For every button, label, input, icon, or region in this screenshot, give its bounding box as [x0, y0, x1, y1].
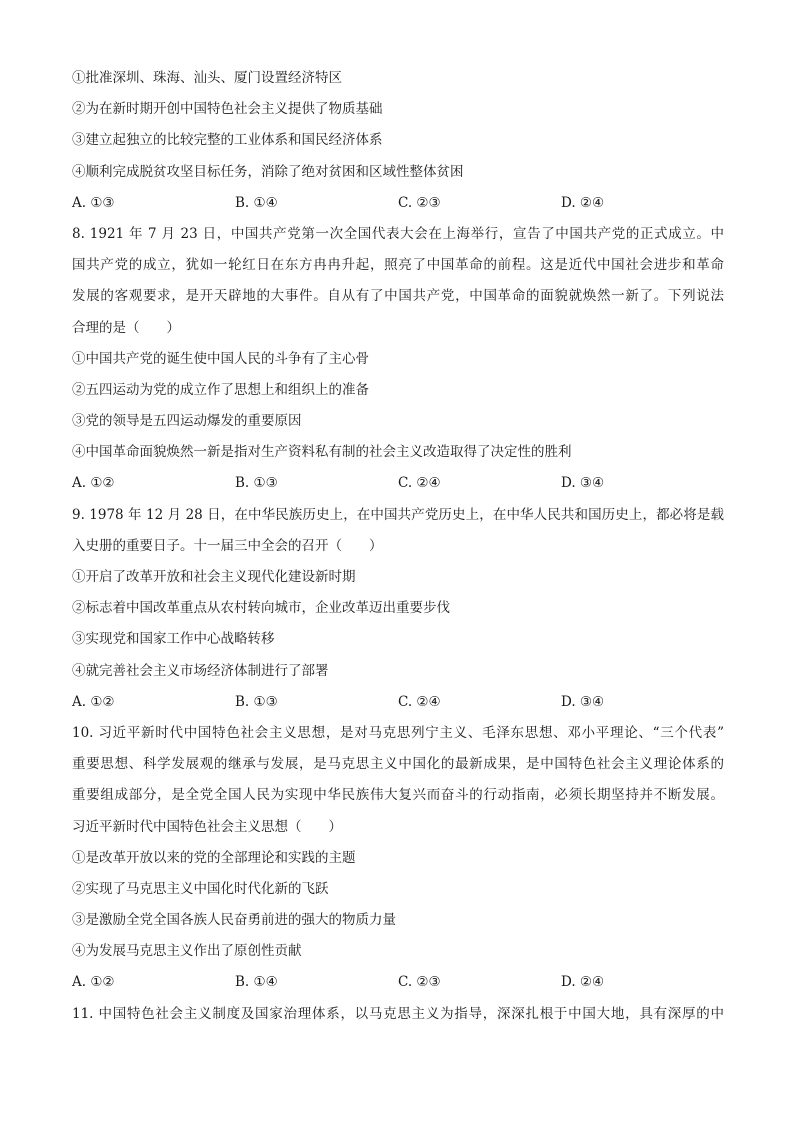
answer-option: A. ①② [72, 475, 115, 492]
answer-option: B. ①④ [235, 194, 278, 211]
answer-options [72, 188, 724, 219]
text-line: ③建立起独立的比较完整的工业体系和国民经济体系 [72, 132, 383, 149]
text-line: 9. 1978 年 12 月 28 日，在中华民族历史上，在中国共产党历史上，在中华人民共和国历史上，都必将是载 [72, 506, 724, 523]
answer-option: B. ①③ [235, 475, 278, 492]
answer-option: C. ②③ [398, 194, 441, 211]
text-line: ③是激励全党全国各族人民奋勇前进的强大的物质力量 [72, 912, 396, 929]
answer-option: A. ①③ [72, 194, 115, 211]
text-line: ④中国革命面貌焕然一新是指对生产资料私有制的社会主义改造取得了决定性的胜利 [72, 444, 572, 461]
answer-option: B. ①④ [235, 974, 278, 991]
answer-option: C. ②④ [398, 693, 441, 710]
answer-option: B. ①③ [235, 693, 278, 710]
answer-options [72, 468, 724, 499]
text-line: ②实现了马克思主义中国化时代化新的飞跃 [72, 880, 329, 897]
text-line: 重要思想、科学发展观的继承与发展，是马克思主义中国化的最新成果，是中国特色社会主义理论体系的 [72, 756, 724, 773]
text-line: ③党的领导是五四运动爆发的重要原因 [72, 413, 302, 430]
text-line: 入史册的重要日子。十一届三中全会的召开（ ） [72, 537, 383, 554]
text-line: 10. 习近平新时代中国特色社会主义思想，是对马克思列宁主义、毛泽东思想、邓小平理论、“三个代表” [72, 724, 724, 741]
answer-option: D. ②④ [561, 194, 605, 211]
text-line: ④为发展马克思主义作出了原创性贡献 [72, 943, 302, 960]
text-line: ①是改革开放以来的党的全部理论和实践的主题 [72, 849, 356, 866]
answer-option: A. ①② [72, 974, 115, 991]
question-content [72, 63, 724, 1030]
answer-option: D. ③④ [561, 693, 605, 710]
text-line: ③实现党和国家工作中心战略转移 [72, 631, 275, 648]
answer-options [72, 687, 724, 718]
text-line: ①开启了改革开放和社会主义现代化建设新时期 [72, 569, 356, 585]
text-line: 11. 中国特色社会主义制度及国家治理体系，以马克思主义为指导，深深扎根于中国大地，具有深厚的中 [72, 1005, 724, 1022]
text-line: 重要组成部分，是全党全国人民为实现中华民族伟大复兴而奋斗的行动指南，必须长期坚持并不断发展。 [72, 787, 724, 804]
text-line: ④就完善社会主义市场经济体制进行了部署 [72, 662, 329, 679]
text-line: 习近平新时代中国特色社会主义思想（ ） [72, 818, 342, 835]
text-line: 发展的客观要求，是开天辟地的大事件。自从有了中国共产党，中国革命的面貌就焕然一新了。下列说法 [72, 288, 724, 305]
text-line: ②为在新时期开创中国特色社会主义提供了物质基础 [72, 101, 383, 118]
answer-option: A. ①② [72, 693, 115, 710]
answer-option: D. ②④ [561, 974, 605, 991]
text-line: ①中国共产党的诞生使中国人民的斗争有了主心骨 [72, 350, 369, 367]
text-line: ①批准深圳、珠海、汕头、厦门设置经济特区 [72, 70, 342, 86]
answer-options [72, 967, 724, 998]
answer-option: C. ②④ [398, 475, 441, 492]
answer-option: D. ③④ [561, 475, 605, 492]
text-line: ②标志着中国改革重点从农村转向城市，企业改革迈出重要步伐 [72, 600, 450, 617]
text-line: 合理的是（ ） [72, 319, 180, 336]
text-line: ②五四运动为党的成立作了思想上和组织上的准备 [72, 381, 369, 398]
text-line: ④顺利完成脱贫攻坚目标任务，消除了绝对贫困和区域性整体贫困 [72, 163, 464, 180]
answer-option: C. ②③ [398, 974, 441, 991]
text-line: 8. 1921 年 7 月 23 日，中国共产党第一次全国代表大会在上海举行，宣告了中国共产党的正式成立。中 [72, 225, 724, 242]
text-line: 国共产党的成立，犹如一轮红日在东方冉冉升起，照亮了中国革命的前程。这是近代中国社会进步和革命 [72, 257, 724, 274]
